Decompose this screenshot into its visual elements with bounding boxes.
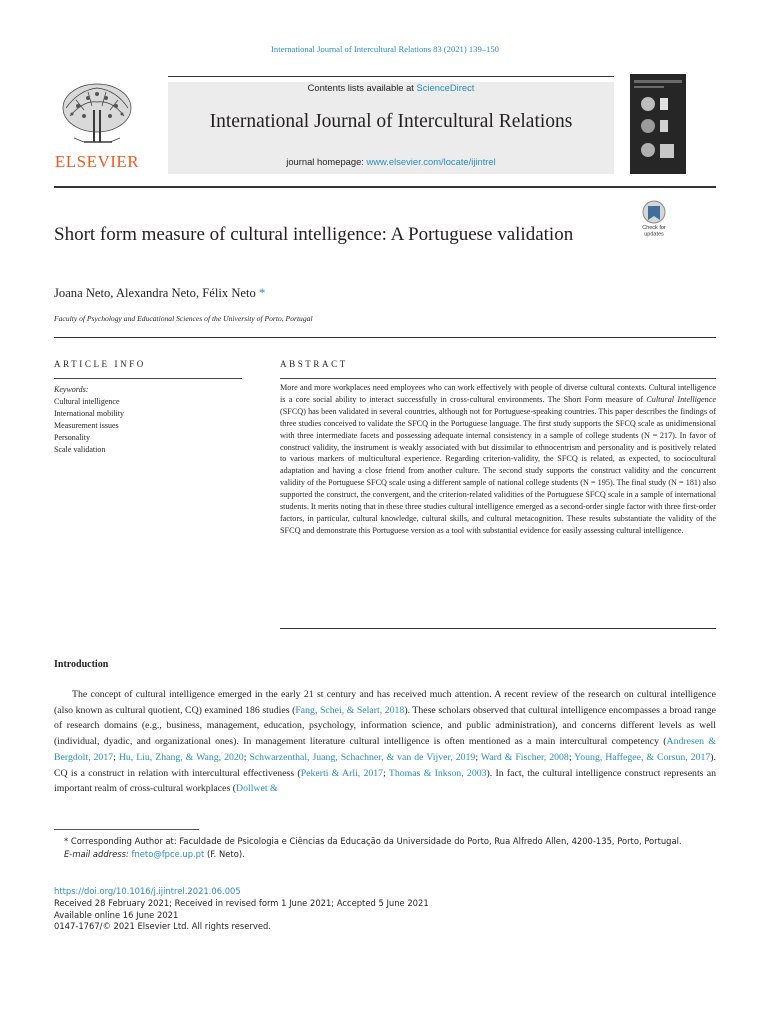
journal-title: International Journal of Intercultural Relations: [209, 111, 573, 132]
intro-text: ). These scholars observed that cultural intelligence encompasses a broad range of research domains (e.g., business, management, education, psychology, information science, and public administration), and concerns different levels as well (individual, dyadic, and organizational ones). In management literature cultural intelligence is often mentioned as a main intercultural competency (: [54, 704, 716, 748]
author-names: Joana Neto, Alexandra Neto, Félix Neto: [54, 286, 256, 300]
keyword-item: Scale validation: [54, 444, 106, 454]
journal-reference-link[interactable]: International Journal of Intercultural Relations 83 (2021) 139–150: [271, 44, 499, 54]
intro-text: ). CQ is a construct in relation with intercultural effectiveness (: [54, 751, 716, 779]
citation-separator: ;: [568, 751, 575, 763]
intro-text: ). In fact, the cultural intelligence construct represents an important realm of cross-cultural workplaces (: [54, 767, 716, 795]
abstract-text-1: More and more workplaces need employees who can work effectively with people of diverse cultural contexts. Cultural intelligence is a core social ability to interact successfully in cross-cultural environments. The Short Form measure of: [280, 383, 716, 404]
article-info-heading: ARTICLE INFO: [54, 359, 146, 369]
citation-separator: ;: [113, 751, 119, 763]
citation-link[interactable]: Pekerti & Arli, 2017: [300, 767, 384, 779]
keywords-label: Keywords:: [54, 385, 89, 394]
citation-link[interactable]: Schwarzenthal, Juang, Schachner, & van de Vijver, 2019: [249, 751, 476, 763]
keyword-item: International mobility: [54, 408, 124, 418]
abstract-rule: [280, 378, 716, 379]
elsevier-wordmark: ELSEVIER: [54, 152, 140, 171]
homepage-prefix: journal homepage:: [286, 156, 367, 167]
footnote-email-line: [54, 848, 716, 861]
citation-separator: ;: [243, 751, 250, 763]
contents-prefix: Contents lists available at: [307, 82, 417, 93]
check-for-updates-badge[interactable]: [634, 198, 674, 238]
footnote-line: [54, 835, 716, 848]
affiliation: Faculty of Psychology and Educational Sciences of the University of Porto, Portugal: [54, 314, 313, 323]
contents-line: [168, 82, 614, 93]
keywords-block: [54, 384, 244, 455]
masthead-bottom-rule: [54, 186, 716, 188]
citation-link[interactable]: Young, Haffegee, & Corsun, 2017: [574, 751, 711, 763]
publication-info: [54, 886, 716, 933]
abstract-body: [280, 382, 716, 537]
citation-link[interactable]: Dollwet &: [236, 783, 278, 795]
abstract-text-italic: Cultural Intelligence: [646, 394, 716, 404]
journal-cover-thumbnail: [630, 74, 686, 174]
article-info-rule: [54, 378, 242, 379]
journal-homepage-line: [168, 156, 614, 167]
introduction-heading: Introduction: [54, 659, 109, 670]
intro-text: The concept of cultural intelligence emerged in the early 21 st century and has received much attention. A recent review of the research on cultural intelligence (also known as cultural quotient, CQ) examined 186 studies (: [54, 689, 716, 716]
footnote-mark: *: [64, 836, 69, 846]
journal-cover-icon: [630, 74, 686, 174]
citation-link[interactable]: Thomas & Inkson, 2003: [388, 767, 487, 779]
citation-link[interactable]: Fang, Schei, & Selart, 2018: [295, 704, 405, 716]
keyword-item: Measurement issues: [54, 420, 119, 430]
journal-homepage-link[interactable]: www.elsevier.com/locate/ijintrel: [366, 156, 496, 167]
citation-link[interactable]: Ward & Fischer, 2008: [480, 751, 569, 763]
citation-link[interactable]: Andresen & Bergdolt, 2017: [54, 736, 716, 763]
abstract-text-2: (SFCQ) has been validated in several countries, although not for Portuguese-speaking countries. This paper describes the findings of three studies conceived to validate the SFCQ in the Portuguese language. The first study supports the SFCQ scale as unidimensional with three intermediate facets and possessing adequate internal consistency in a sample of college students (N = 217). In favor of construct validity, the instrument is weakly associated with but dissimilar to ethnocentrism and personality and is positively related to various markers of multicultural experience. Regarding criterion-validity, the SFCQ is related, as expected, to sociocultural adaptation and having a close friend from another culture. The second study supports the construct validity and the concurrent validity of the Portuguese SFCQ scale using a different sample of national college students (N = 195). The final study (N = 181) also supported the construct, the convergent, and the criterion-related validities of the Portuguese SFCQ scale in a sample of international students. It merits noting that in these three studies cultural intelligence emerged as a second-order single factor with three first-order factors, in particular, cultural knowledge, cultural skills, and cultural metacognition. These results substantiate the validity of the SFCQ and demonstrate this Portuguese version as a tool with substantial evidence for easily assessing cultural intelligence.: [280, 406, 716, 535]
corresponding-author-mark[interactable]: *: [258, 286, 266, 300]
crossmark-icon: [634, 198, 674, 238]
masthead-top-rule: [168, 76, 614, 77]
received-dates: Received 28 February 2021; Received in revised form 1 June 2021; Accepted 5 June 2021: [54, 897, 429, 908]
sciencedirect-link[interactable]: ScienceDirect: [416, 82, 475, 93]
abstract-heading: ABSTRACT: [280, 359, 348, 369]
footnote-rule: [54, 829, 199, 830]
email-suffix: (F. Neto).: [204, 849, 245, 860]
citation-separator: ;: [475, 751, 481, 763]
citation-link[interactable]: Hu, Liu, Zhang, & Wang, 2020: [118, 751, 244, 763]
footnote-text: Corresponding Author at: Faculdade de Psicologia e Ciências da Educação da Universidade do Porto, Rua Alfredo Allen, 4200-135, Porto, Portugal.: [68, 836, 682, 846]
available-online: Available online 16 June 2021: [54, 909, 179, 920]
tree-icon: [54, 80, 140, 152]
email-label: E-mail address:: [64, 849, 129, 860]
keyword-item: Personality: [54, 432, 90, 442]
section-rule: [54, 337, 716, 338]
author-list: [54, 286, 654, 301]
article-title: Short form measure of cultural intelligence: A Portuguese validation: [54, 224, 574, 245]
citation-separator: ;: [383, 767, 389, 779]
doi-link[interactable]: https://doi.org/10.1016/j.ijintrel.2021.06.005: [54, 886, 241, 896]
crossmark-text-2: updates: [644, 231, 664, 238]
abstract-bottom-rule: [280, 628, 716, 629]
introduction-paragraph: [54, 687, 716, 797]
copyright: 0147-1767/© 2021 Elsevier Ltd. All rights reserved.: [54, 921, 271, 932]
elsevier-logo: [54, 80, 140, 174]
email-link[interactable]: fneto@fpce.up.pt: [131, 849, 205, 860]
crossmark-text-1: Check for: [642, 225, 666, 231]
corresponding-author-footnote: [54, 835, 716, 862]
keyword-item: Cultural intelligence: [54, 396, 120, 406]
